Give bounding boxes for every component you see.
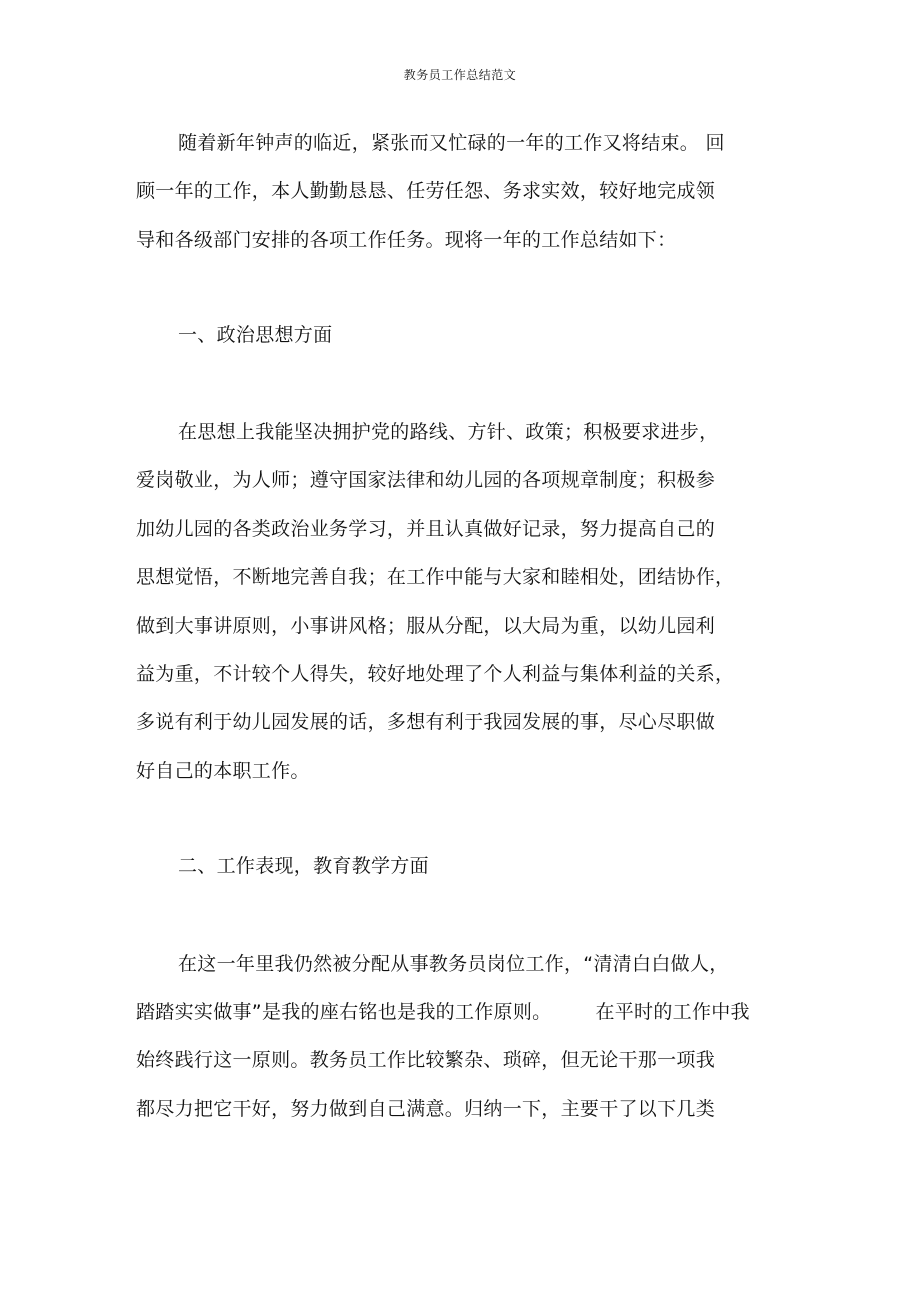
section-2-heading: 二、工作表现，教育教学方面 [178,855,429,877]
intro-line-1: 随着新年钟声的临近，紧张而又忙碌的一年的工作又将结束。 回 [178,132,725,154]
intro-line-3: 导和各级部门安排的各项工作任务。现将一年的工作总结如下： [136,229,677,251]
section-2-line-3: 始终践行这一原则。教务员工作比较繁杂、琐碎，但无论干那一项我 [136,1049,716,1071]
section-2-line-4: 都尽力把它干好，努力做到自己满意。归纳一下，主要干了以下几类 [136,1098,716,1120]
section-1-line-2: 爱岗敬业，为人师；遵守国家法律和幼儿园的各项规章制度；积极参 [136,469,716,491]
section-2-line-2-part-1: 踏踏实实做事”是我的座右铭也是我的工作原则。 [136,1001,552,1023]
section-1-line-7: 多说有利于幼儿园发展的话，多想有利于我园发展的事，尽心尽职做 [136,711,716,733]
section-1-line-5: 做到大事讲原则，小事讲风格；服从分配，以大局为重，以幼儿园利 [136,615,716,637]
section-2-line-2 [136,999,750,1025]
section-1-line-4: 思想觉悟，不断地完善自我；在工作中能与大家和睦相处，团结协作， [136,566,735,588]
intro-line-2: 顾一年的工作，本人勤勤恳恳、任劳任怨、务求实效，较好地完成领 [136,180,716,202]
section-1-line-6: 益为重，不计较个人得失，较好地处理了个人利益与集体利益的关系， [136,663,735,685]
document-title: 教务员工作总结范文 [403,68,517,82]
section-1-line-3: 加幼儿园的各类政治业务学习，并且认真做好记录，努力提高自己的 [136,518,716,540]
section-2-line-2-part-2: 在平时的工作中我 [595,1001,750,1023]
section-1-heading: 一、政治思想方面 [178,324,333,346]
section-1-line-8: 好自己的本职工作。 [136,760,310,782]
section-2-line-1: 在这一年里我仍然被分配从事教务员岗位工作，“清清白白做人， [178,953,729,975]
section-1-line-1: 在思想上我能坚决拥护党的路线、方针、政策；积极要求进步， [178,421,719,443]
